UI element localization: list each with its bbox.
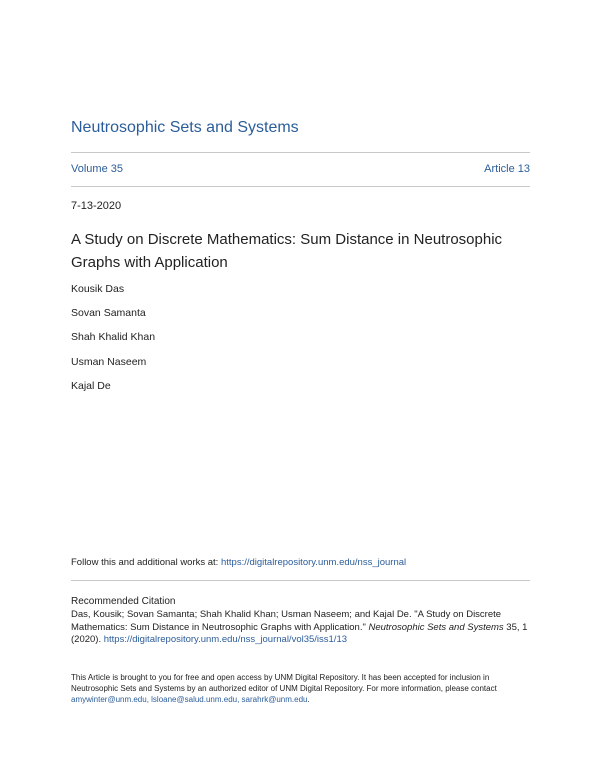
author-item: Kajal De [71,379,111,392]
article-title: A Study on Discrete Mathematics: Sum Distance in Neutrosophic Graphs with Application [71,231,503,271]
follow-text: Follow this and additional works at: [71,557,221,568]
author-item: Shah Khalid Khan [71,331,156,344]
article-link[interactable]: Article 13 [484,163,530,175]
citation-main: Das, Kousik; Sovan Samanta; Shah Khalid Khan; Usman Naseem; and Kajal De. "A Study on Discrete Mathematics: Sum Distance in Neutrosophic Graphs with Application." [71,609,502,633]
follow-line [71,557,406,568]
author-list [71,282,155,403]
divider-bottom [71,580,530,581]
author-item: Usman Naseem [71,355,147,368]
author-item: Kousik Das [71,283,125,295]
volume-link[interactable]: Volume 35 [71,163,123,175]
citation-link[interactable]: https://digitalrepository.unm.edu/nss_journal/vol35/iss1/13 [103,634,348,645]
access-notice [71,672,533,705]
publication-date: 7-13-2020 [71,200,122,212]
citation-details: 35, 1 (2020). [71,621,528,645]
citation-text [71,609,531,647]
notice-text: This Article is brought to you for free and open access by UNM Digital Repository. It has been accepted for inclusion in Neutrosophic Sets and Systems by an authorized editor of UNM Digital Repository. For more information, please contact [71,673,497,693]
divider-top [71,152,530,153]
contact-emails[interactable]: amywinter@unm.edu, lsloane@salud.unm.edu, sarahrk@unm.edu [71,695,308,704]
repository-link[interactable]: https://digitalrepository.unm.edu/nss_journal [220,557,407,568]
author-item: Sovan Samanta [71,307,146,320]
citation-journal: Neutrosophic Sets and Systems [368,621,504,633]
notice-end: . [307,695,310,704]
divider-middle [71,186,530,187]
journal-name[interactable]: Neutrosophic Sets and Systems [71,119,299,136]
citation-heading: Recommended Citation [71,596,176,607]
